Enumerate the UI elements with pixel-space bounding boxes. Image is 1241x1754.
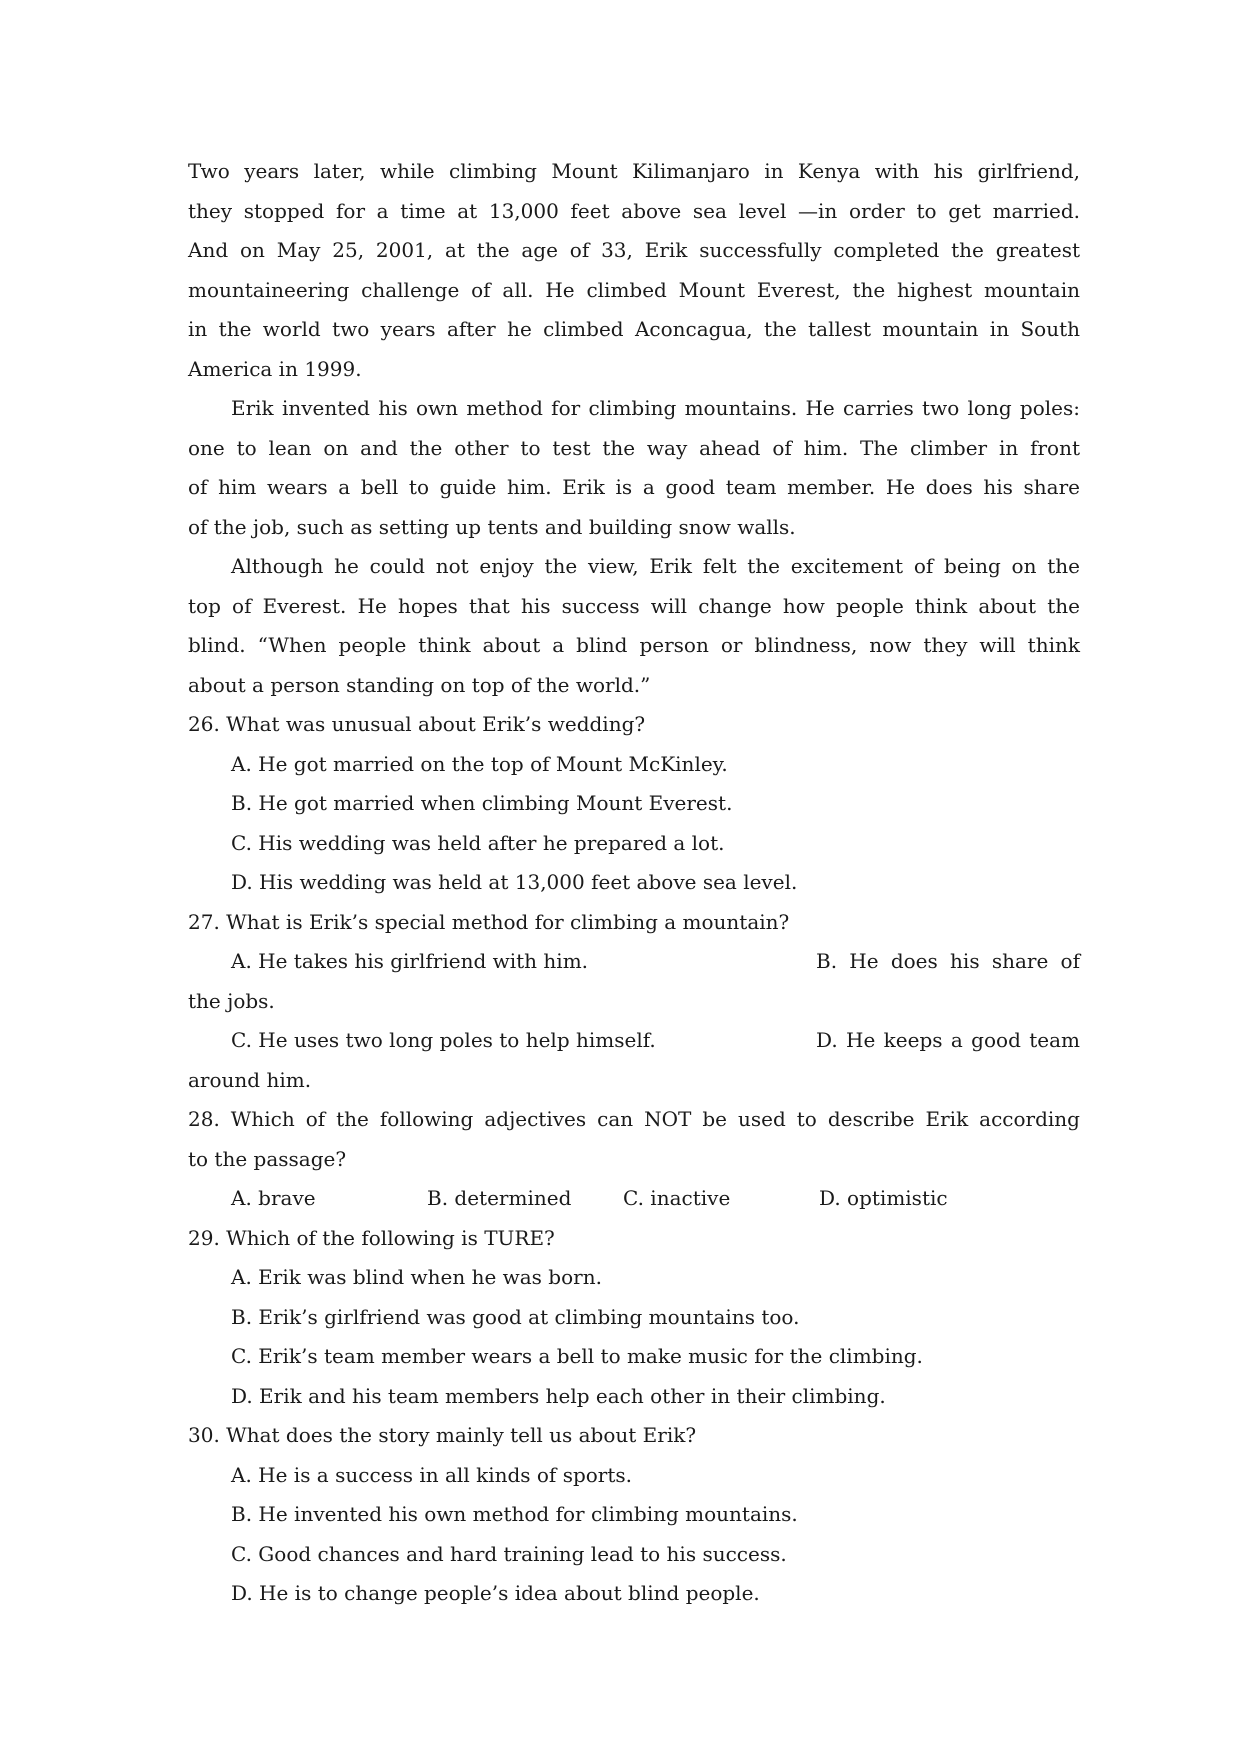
option-a: A. He takes his girlfriend with him. — [231, 949, 589, 973]
option-b-continued: the jobs. — [188, 988, 275, 1013]
question-stem: 28. Which of the following adjectives can NOT be used to describe Erik according — [188, 1107, 1080, 1131]
passage-line: America in 1999. — [188, 356, 362, 381]
passage-line: And on May 25, 2001, at the age of 33, Erik successfully completed the greatest — [188, 238, 1080, 262]
option-a: A. Erik was blind when he was born. — [231, 1265, 602, 1289]
question-30 — [188, 1416, 1080, 1614]
question-stem-continued: to the passage? — [188, 1146, 347, 1171]
question-27 — [188, 903, 1080, 1101]
option-b: B. He does his share of — [816, 949, 1080, 973]
passage-line: about a person standing on top of the world.” — [188, 672, 651, 697]
option-a: A. He got married on the top of Mount McKinley. — [231, 751, 728, 776]
question-stem: 27. What is Erik’s special method for climbing a mountain? — [188, 909, 790, 934]
option-c: C. He uses two long poles to help himself. — [231, 1028, 656, 1052]
question-26 — [188, 705, 1080, 903]
question-stem: 29. Which of the following is TURE? — [188, 1225, 555, 1250]
question-stem: 26. What was unusual about Erik’s wedding? — [188, 712, 646, 736]
passage-line: of him wears a bell to guide him. Erik is a good team member. He does his share — [188, 475, 1080, 499]
option-c: C. inactive — [623, 1186, 731, 1210]
option-a: A. brave — [231, 1186, 316, 1210]
option-b: B. determined — [427, 1186, 572, 1210]
passage-line: mountaineering challenge of all. He climbed Mount Everest, the highest mountain — [188, 277, 1080, 302]
option-row-ab — [188, 942, 1080, 982]
passage-line: of the job, such as setting up tents and building snow walls. — [188, 514, 796, 539]
option-d-continued: around him. — [188, 1067, 312, 1092]
option-d: D. He is to change people’s idea about blind people. — [231, 1581, 760, 1605]
option-d: D. He keeps a good team — [816, 1028, 1080, 1052]
option-d: D. Erik and his team members help each other in their climbing. — [231, 1383, 886, 1408]
option-b: B. Erik’s girlfriend was good at climbing mountains too. — [231, 1304, 800, 1329]
question-stem: 30. What does the story mainly tell us about Erik? — [188, 1423, 697, 1447]
option-row — [188, 1179, 1080, 1219]
passage-line: Erik invented his own method for climbing mountains. He carries two long poles: — [231, 396, 1080, 420]
passage-line: blind. “When people think about a blind person or blindness, now they will think — [188, 633, 1080, 657]
passage-line: one to lean on and the other to test the way ahead of him. The climber in front — [188, 435, 1080, 460]
option-a: A. He is a success in all kinds of sports. — [231, 1462, 633, 1487]
passage-line: Although he could not enjoy the view, Erik felt the excitement of being on the — [231, 554, 1080, 578]
passage-line: top of Everest. He hopes that his success will change how people think about the — [188, 593, 1080, 618]
passage-paragraph-2 — [188, 389, 1080, 547]
question-28 — [188, 1100, 1080, 1219]
passage-line: in the world two years after he climbed Aconcagua, the tallest mountain in South — [188, 317, 1080, 341]
passage-line: they stopped for a time at 13,000 feet above sea level —in order to get married. — [188, 198, 1080, 223]
option-d: D. His wedding was held at 13,000 feet above sea level. — [231, 870, 798, 894]
question-29 — [188, 1219, 1080, 1417]
passage-paragraph-3 — [188, 547, 1080, 705]
option-c: C. Good chances and hard training lead to his success. — [231, 1541, 787, 1566]
passage-paragraph-1 — [188, 152, 1080, 389]
option-c: C. Erik’s team member wears a bell to make music for the climbing. — [231, 1344, 923, 1368]
document-body — [188, 152, 1080, 1614]
option-row-cd — [188, 1021, 1080, 1061]
passage-line: Two years later, while climbing Mount Kilimanjaro in Kenya with his girlfriend, — [188, 159, 1080, 183]
option-b: B. He got married when climbing Mount Everest. — [231, 791, 733, 815]
option-c: C. His wedding was held after he prepared a lot. — [231, 830, 725, 855]
option-d: D. optimistic — [819, 1186, 948, 1210]
option-b: B. He invented his own method for climbing mountains. — [231, 1502, 798, 1526]
